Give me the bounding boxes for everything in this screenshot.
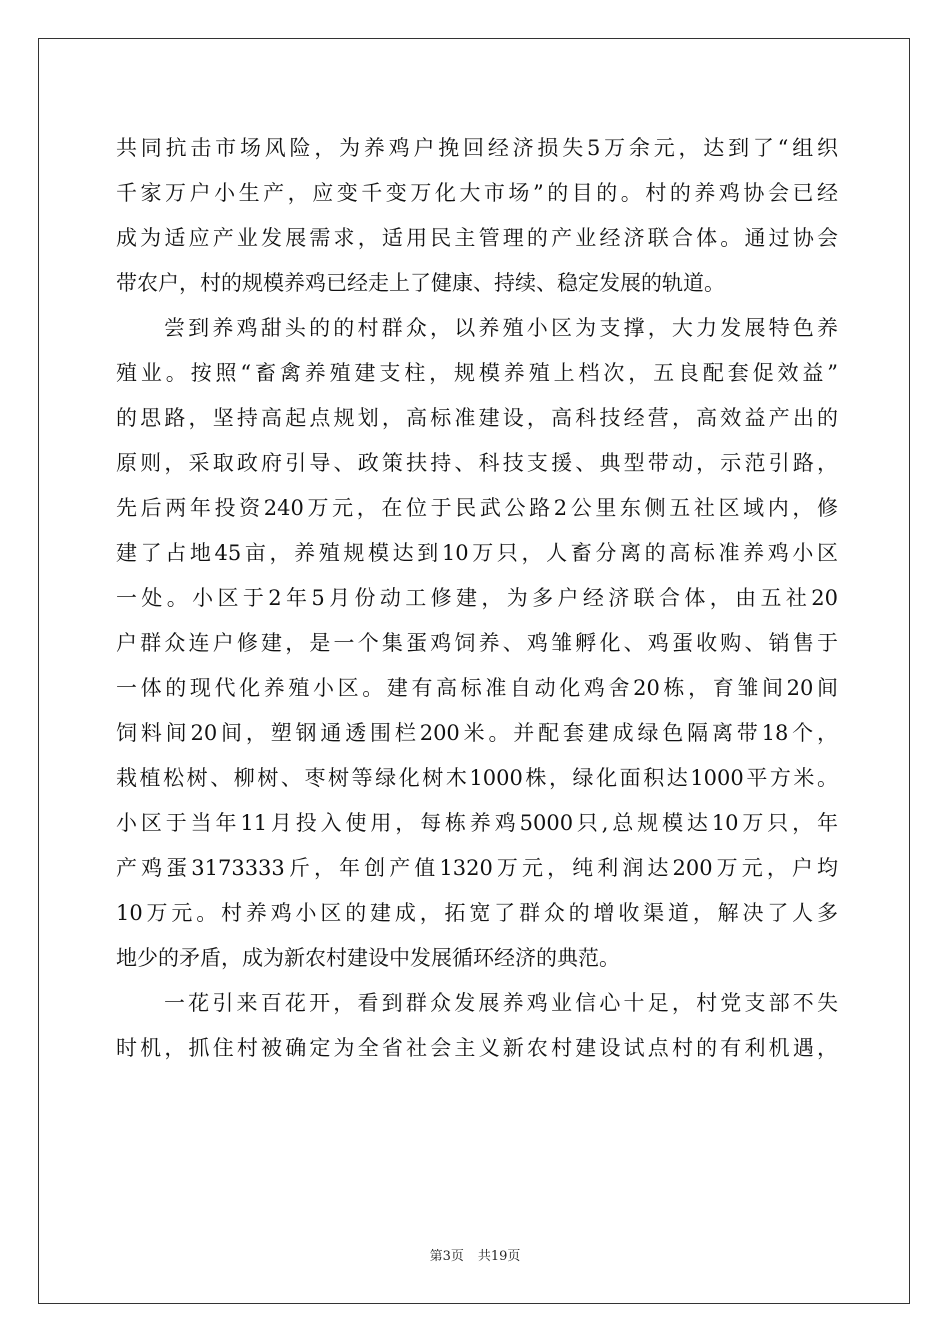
text-line: 成为适应产业发展需求，适用民主管理的产业经济联合体。通过协会 (116, 226, 838, 250)
text-line: 10万元。村养鸡小区的建成，拓宽了群众的增收渠道，解决了人多 (116, 901, 838, 925)
page-footer (0, 1245, 950, 1264)
document-body (116, 126, 838, 1071)
text-line: 千家万户小生产，应变千变万化大市场”的目的。村的养鸡协会已经 (116, 181, 838, 205)
text-line: 的思路，坚持高起点规划，高标准建设，高科技经营，高效益产出的 (116, 406, 838, 430)
paragraph-start-line: 尝到养鸡甜头的的村群众，以养殖小区为支撑，大力发展特色养 (164, 316, 838, 340)
text-line: 一处。小区于2年5月份动工修建，为多户经济联合体，由五社20 (116, 586, 838, 610)
text-line: 原则，采取政府引导、政策扶持、科技支援、典型带动，示范引路， (116, 451, 838, 475)
text-line: 地少的矛盾，成为新农村建设中发展循环经济的典范。 (116, 946, 620, 970)
text-line: 共同抗击市场风险，为养鸡户挽回经济损失5万余元，达到了“组织 (116, 136, 838, 160)
paragraph-start-line: 一花引来百花开，看到群众发展养鸡业信心十足，村党支部不失 (164, 991, 838, 1015)
text-line: 户群众连户修建，是一个集蛋鸡饲养、鸡雏孵化、鸡蛋收购、销售于 (116, 631, 838, 655)
text-line: 饲料间20间，塑钢通透围栏200米。并配套建成绿色隔离带18个， (116, 721, 838, 745)
text-line: 小区于当年11月投入使用，每栋养鸡5000只,总规模达10万只，年 (116, 811, 838, 835)
page-number: 第3页 (429, 1249, 464, 1264)
text-line: 殖业。按照“畜禽养殖建支柱，规模养殖上档次，五良配套促效益” (116, 361, 838, 385)
text-line: 带农户，村的规模养鸡已经走上了健康、持续、稳定发展的轨道。 (116, 271, 725, 295)
text-line: 建了占地45亩，养殖规模达到10万只，人畜分离的高标准养鸡小区 (116, 541, 838, 565)
page-total: 共19页 (477, 1249, 521, 1264)
text-line: 一体的现代化养殖小区。建有高标准自动化鸡舍20栋，育雏间20间 (116, 676, 838, 700)
text-line: 产鸡蛋3173333斤，年创产值1320万元，纯利润达200万元，户均 (116, 856, 838, 880)
text-line: 时机，抓住村被确定为全省社会主义新农村建设试点村的有利机遇， (116, 1036, 838, 1060)
text-line: 栽植松树、柳树、枣树等绿化树木1000株，绿化面积达1000平方米。 (116, 766, 838, 790)
text-line: 先后两年投资240万元，在位于民武公路2公里东侧五社区域内，修 (116, 496, 838, 520)
